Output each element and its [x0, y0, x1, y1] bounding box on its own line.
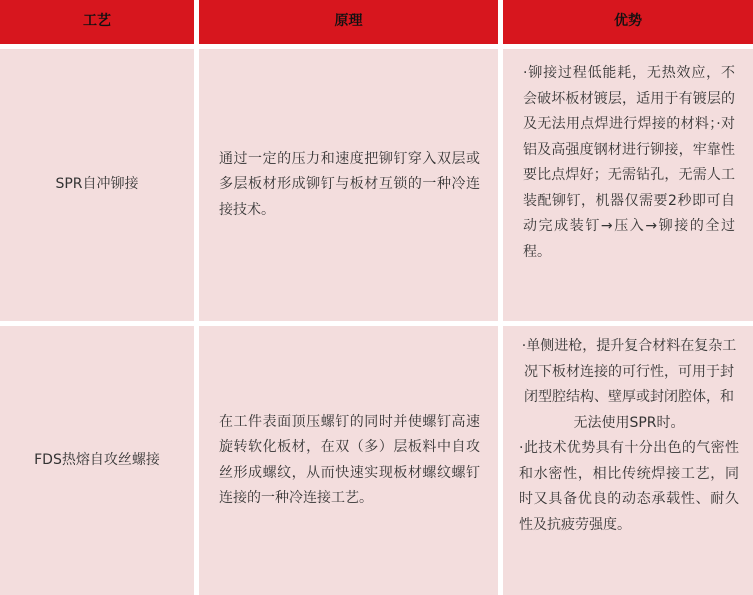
row-2-advantages-text-a: ·单侧进枪，提升复合材料在复杂工况下板材连接的可行性，可用于封闭型腔结构、壁厚或封闭腔体，和无法使用SPR时。	[521, 338, 737, 431]
row-1-process	[0, 49, 194, 321]
row-2-process	[0, 326, 194, 595]
header-advantages: 优势	[503, 0, 753, 44]
row-1-process-text: SPR自冲铆接	[55, 176, 139, 193]
header-principle: 原理	[199, 0, 498, 44]
row-2-advantages	[503, 326, 753, 595]
row-2-process-text: FDS热熔自攻丝螺接	[34, 451, 160, 468]
row-2-principle-text: 在工件表面顶压螺钉的同时并使螺钉高速旋转软化板材，在双（多）层板料中自攻丝形成螺纹，从而快速实现板材螺纹螺钉连接的一种冷连接工艺。	[219, 413, 480, 506]
row-2-principle	[199, 326, 498, 595]
row-1-advantages-text: ·铆接过程低能耗，无热效应，不会破坏板材镀层，适用于有镀层的及无法用点焊进行焊接的材料；·对铝及高强度钢材进行铆接，牢靠性要比点焊好；无需钻孔，无需人工装配铆钉，机器仅需要2秒即可自动完成装钉→压入→铆接的全过程。	[523, 65, 735, 260]
row-1-principle	[199, 49, 498, 321]
row-2-advantages-text-b: ·此技术优势具有十分出色的气密性和水密性，相比传统焊接工艺，同时又具备优良的动态承载性、耐久性及抗疲劳强度。	[519, 440, 739, 533]
header-process: 工艺	[0, 0, 194, 44]
row-1-advantages	[503, 49, 753, 321]
row-1-principle-text: 通过一定的压力和速度把铆钉穿入双层或多层板材形成铆钉与板材互锁的一种冷连接技术。	[219, 150, 480, 218]
